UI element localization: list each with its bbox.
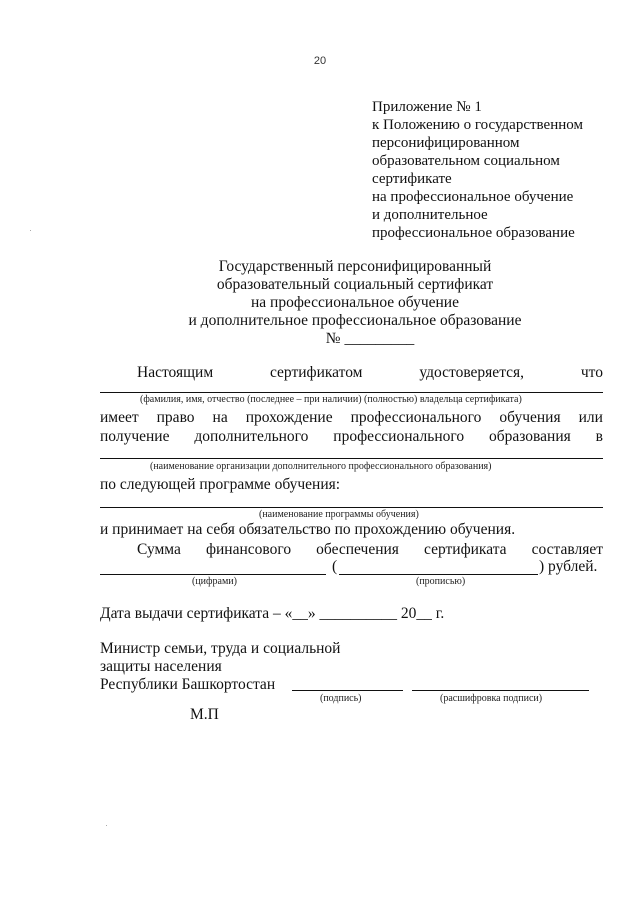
receive-word: образования: [488, 428, 571, 445]
receive-word: получение: [100, 428, 170, 445]
right-word: на: [212, 409, 228, 426]
appendix-line: сертификате: [372, 171, 452, 187]
signature-decoding-caption: (расшифровка подписи): [440, 693, 543, 704]
sum-word: сертификата: [424, 541, 507, 558]
amount-digits-line: [100, 574, 326, 575]
title-line: на профессиональное обучение: [250, 294, 459, 311]
right-line: [100, 409, 603, 427]
amount-tail: ) рублей.: [539, 558, 598, 575]
scan-speck: [106, 825, 107, 826]
receive-word: в: [595, 428, 603, 445]
appendix-line: Приложение № 1: [372, 99, 482, 115]
title-line: и дополнительное профессиональное образование: [188, 312, 522, 329]
amount-words-line: [339, 574, 538, 575]
intro-word: что: [580, 364, 603, 381]
appendix-block: [372, 98, 583, 242]
signer-line: Министр семьи, труда и социальной: [100, 640, 341, 657]
document-title: [140, 258, 570, 348]
appendix-line: образовательном социальном: [372, 153, 560, 169]
program-line-label: по следующей программе обучения:: [100, 476, 341, 493]
title-line: Государственный персонифицированный: [218, 258, 492, 275]
scan-speck: [30, 230, 31, 231]
receive-word: профессионального: [333, 428, 465, 445]
intro-word: Настоящим: [137, 364, 214, 381]
stamp-label: М.П: [190, 706, 219, 723]
right-word: обучения: [499, 409, 561, 426]
receive-line: [100, 428, 603, 446]
signature-line: [292, 690, 403, 691]
sum-line: [137, 541, 603, 559]
signer-line: защиты населения: [100, 658, 222, 675]
sum-word: обеспечения: [316, 541, 399, 558]
program-caption: (наименование программы обучения): [259, 509, 419, 520]
amount-digits-caption: (цифрами): [192, 576, 237, 587]
issue-date-line: Дата выдачи сертификата – «__» __________ 20__ г.: [100, 605, 445, 622]
signer-block: [100, 640, 340, 694]
intro-line: [137, 364, 603, 382]
right-word: профессионального: [350, 409, 482, 426]
obligation-line: и принимает на себя обязательство по прохождению обучения.: [100, 521, 516, 538]
organization-caption: (наименование организации дополнительного профессионального образования): [150, 461, 492, 472]
sum-word: составляет: [531, 541, 603, 558]
amount-paren-open: (: [332, 558, 338, 575]
right-word: имеет: [100, 409, 139, 426]
amount-words-caption: (прописью): [416, 576, 466, 587]
page-number: 20: [313, 55, 327, 67]
appendix-line: к Положению о государственном: [372, 117, 583, 133]
appendix-line: персонифицированном: [372, 135, 520, 151]
signature-decoding-line: [412, 690, 589, 691]
appendix-line: и дополнительное: [372, 207, 488, 223]
certificate-number: № _________: [325, 330, 415, 347]
title-line: образовательный социальный сертификат: [216, 276, 494, 293]
receive-word: дополнительного: [194, 428, 309, 445]
intro-word: сертификатом: [269, 364, 363, 381]
right-word: или: [578, 409, 603, 426]
program-line: [100, 507, 603, 508]
signer-line: Республики Башкортостан: [100, 676, 276, 693]
right-word: прохождение: [245, 409, 333, 426]
appendix-line: на профессиональное обучение: [372, 189, 574, 205]
intro-word: удостоверяется,: [419, 364, 525, 381]
holder-name-line: [100, 392, 603, 393]
organization-line: [100, 458, 603, 459]
holder-name-caption: (фамилия, имя, отчество (последнее – при наличии) (полностью) владельца сертификата): [140, 394, 522, 405]
appendix-line: профессиональное образование: [372, 225, 575, 241]
signature-caption: (подпись): [320, 693, 362, 704]
sum-word: финансового: [205, 541, 292, 558]
right-word: право: [156, 409, 195, 426]
sum-word: Сумма: [137, 541, 181, 558]
